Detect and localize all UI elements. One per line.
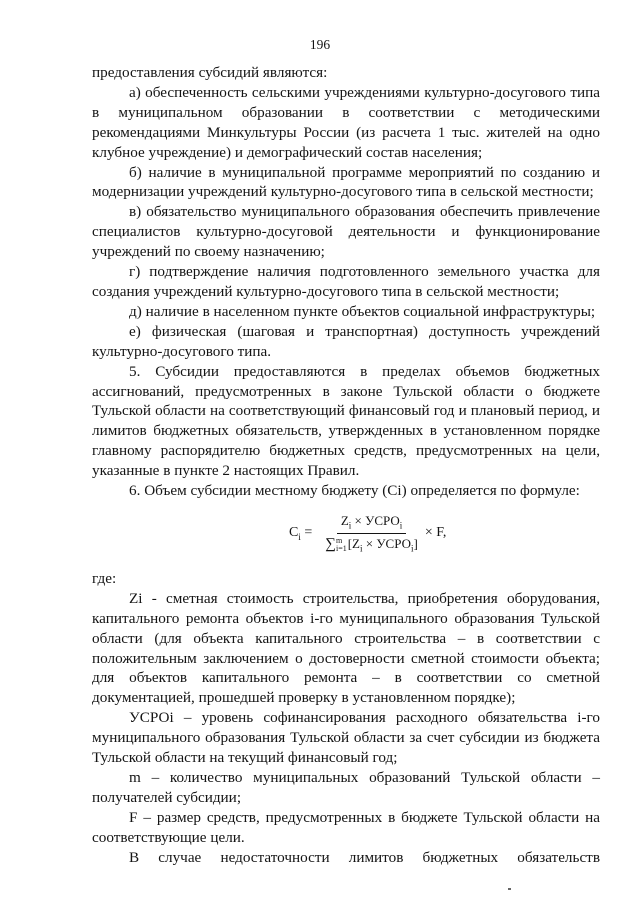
formula-denominator: ∑ m i=1 [$Z_i$ × $УСРО_i$] bbox=[325, 535, 418, 554]
paragraph-continuation: В случае недостаточности лимитов бюджетных обязательств bbox=[129, 848, 600, 866]
document-body bbox=[92, 63, 600, 868]
paragraph-where: где: bbox=[92, 569, 117, 587]
formula-block bbox=[92, 501, 600, 569]
formula-rhs: × F, bbox=[424, 525, 447, 541]
paragraph-item-5: 5. Субсидии предоставляются в пределах объемов бюджетных ассигнований, предусмотренных в законе Тульской области о бюджете Тульской области на соответствующий финансовый год и плановый период, и лимитов бюджетных обязательств, утвержденных в установленном порядке главному распорядителю бюджетных средств, предусмотренных на цели, указанные в пункте 2 настоящих Правил. bbox=[92, 362, 600, 480]
paragraph-criterion-b: б) наличие в муниципальной программе мероприятий по созданию и модернизации учреждений культурно-досугового типа в сельской местности; bbox=[92, 163, 600, 201]
scan-mark bbox=[508, 888, 511, 890]
paragraph-criterion-d: д) наличие в населенном пункте объектов социальной инфраструктуры; bbox=[129, 302, 596, 320]
paragraph-criterion-v: в) обязательство муниципального образования обеспечить привлечение специалистов культурно-досуговой деятельности и функционирование учреждений по своему назначению; bbox=[92, 203, 600, 261]
paragraph-intro: предоставления субсидий являются: bbox=[92, 64, 328, 81]
formula-lhs: $C_i$ = bbox=[289, 524, 313, 542]
page-number: 196 bbox=[309, 37, 331, 52]
paragraph-def-f: F – размер средств, предусмотренных в бюджете Тульской области на соответствующие цели. bbox=[92, 808, 600, 846]
paragraph-def-uspoi: УСРОi – уровень софинансирования расходного обязательства i-го муниципального образования Тульской области за счет субсидии из бюджета Тульской области на текущий финансовый год; bbox=[92, 709, 600, 767]
paragraph-criterion-g: г) подтверждение наличия подготовленного земельного участка для создания учреждений культурно-досугового типа в сельской местности; bbox=[92, 263, 600, 300]
paragraph-item-6: 6. Объем субсидии местному бюджету (Ci) определяется по формуле: bbox=[129, 482, 580, 500]
paragraph-criterion-e: е) физическая (шаговая и транспортная) доступность учреждений культурно-досугового типа. bbox=[92, 322, 600, 360]
paragraph-def-zi: Zi - сметная стоимость строительства, приобретения оборудования, капитального ремонта объектов i-го муниципального образования Тульской области (для объекта капитального строительства – в соответствии с положительным заключением о достоверности сметной стоимости объекта; для объектов капитального ремонта – в соответствии со сметной документацией, прошедшей проверку в установленном порядке); bbox=[92, 589, 600, 707]
paragraph-def-m: m – количество муниципальных образований Тульской области – получателей субсидии; bbox=[92, 769, 600, 806]
formula-numerator: $Z_i$ × $УСРО_i$ bbox=[337, 513, 406, 534]
formula-fraction bbox=[321, 513, 422, 553]
paragraph-criterion-a: а) обеспеченность сельскими учреждениями культурно-досугового типа в муниципальном образовании в соответствии с методическими рекомендациями Минкультуры России (из расчета 1 тыс. жителей на одно клубное учреждение) и демографический состав населения; bbox=[92, 83, 600, 161]
subsidy-formula bbox=[289, 513, 446, 553]
